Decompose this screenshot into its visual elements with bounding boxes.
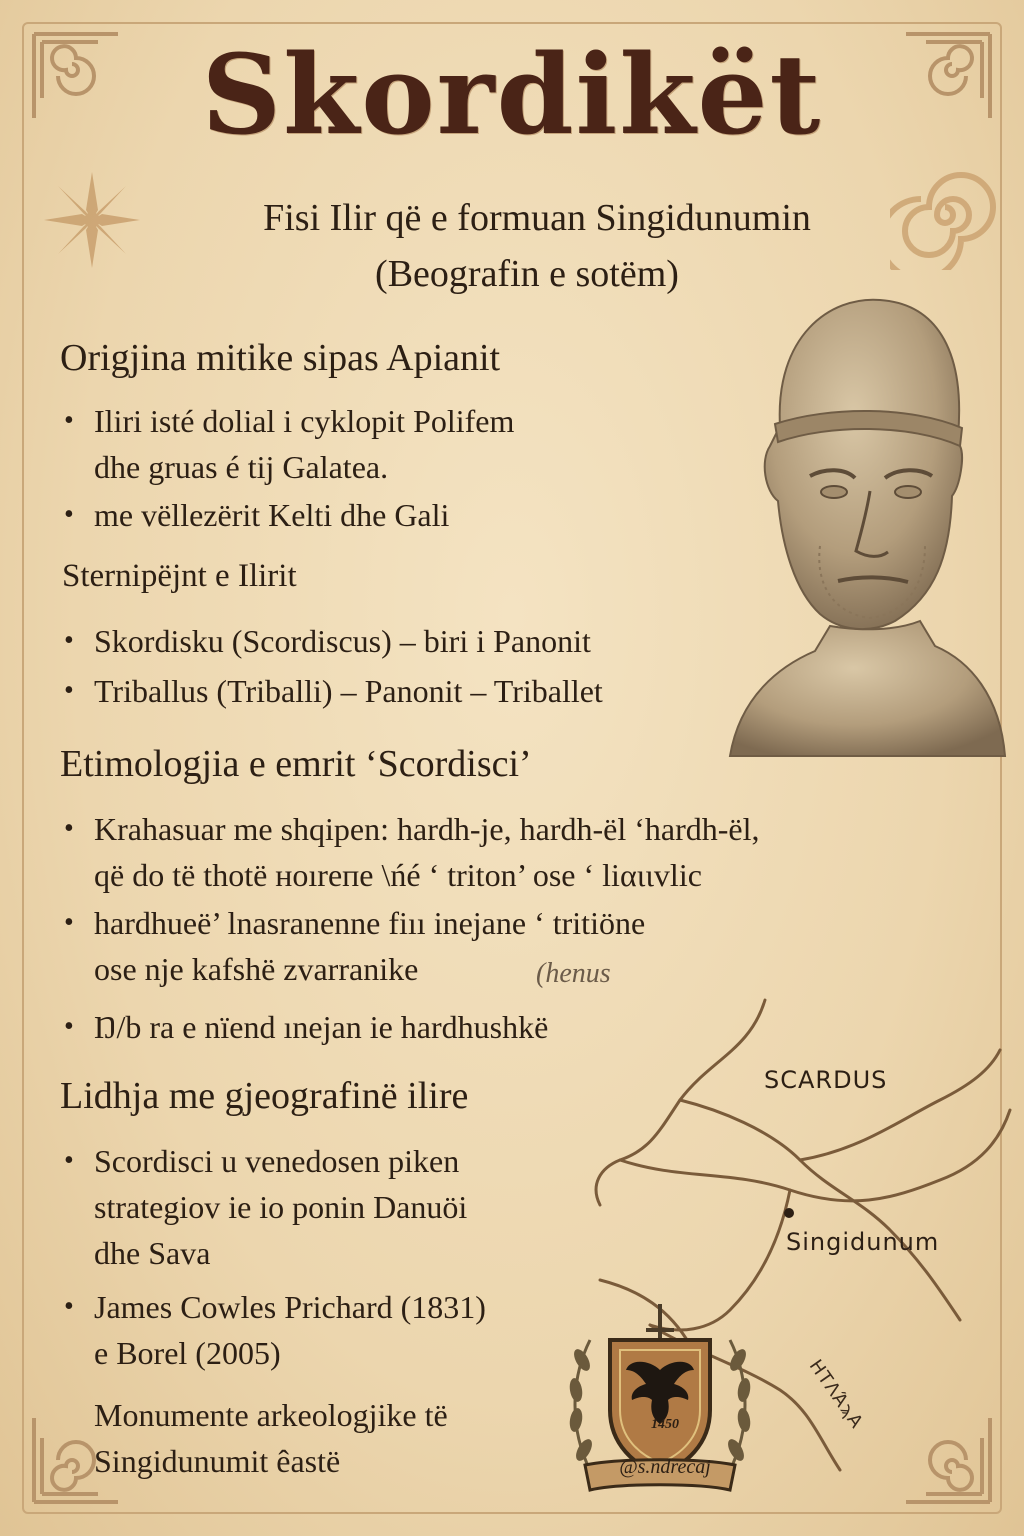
subtitle-line-1: Fisi Ilir që e formuan Singidunumin bbox=[263, 197, 811, 239]
list-item: • me vëllezërit Kelti dhe Gali bbox=[60, 492, 680, 538]
list-item: • Ŋ/b ra e nïend ınejan ie hardhushkë bbox=[60, 1004, 760, 1050]
illyrian-bust-icon bbox=[720, 296, 1010, 766]
emblem-year: 1450 bbox=[651, 1417, 679, 1432]
section-heading-origin: Origjina mitike sipas Apianit bbox=[60, 337, 501, 379]
bullet-text: Iliri isté dolial i cyklopit Polifem dhe gruas é tij Galatea. bbox=[94, 403, 515, 485]
section-heading-etymology: Etimologjia e emrit ‘Scordisci’ bbox=[60, 743, 532, 785]
bullet-text: Krahasuar me shqipen: hardh-je, hardh-ël ‘hardh-ël, që do të thotë ноıreпе \ńé ‘ triton’ ose ‘ liαιιvlic bbox=[94, 811, 760, 893]
section-heading-geography: Lidhja me gjeografinë ilire bbox=[60, 1075, 469, 1117]
bullet-text: hardhueë’ lnasranenne fiıı inejane ‘ tritiöne ose nje kafshë zvarranike bbox=[94, 905, 646, 987]
list-item: • Krahasuar me shqipen: hardh-je, hardh-ël ‘hardh-ël, që do të thotë ноıreпе \ńé ‘ triton’ ose ‘ liαιιvlic bbox=[60, 806, 960, 898]
list-item: • Skordisku (Scordiscus) – biri i Panonit bbox=[60, 618, 720, 664]
handwritten-note: (hепиs bbox=[536, 958, 611, 989]
list-item: • James Cowles Prichard (1831) e Borel (2005) bbox=[60, 1284, 580, 1376]
map-label-extra: ΗΤΛΆϡΑ bbox=[804, 1356, 868, 1433]
bullet-text: Ŋ/b ra e nïend ınejan ie hardhushkë bbox=[94, 1009, 549, 1045]
list-item: • Scordisci u venedosen piken strategiov ie io ponin Danuöi dhe Sava bbox=[60, 1138, 580, 1276]
bullet-text: me vëllezërit Kelti dhe Gali bbox=[94, 497, 450, 533]
page-title: Skordikët bbox=[201, 30, 823, 159]
list-item: • Iliri isté dolial i cyklopit Polifem dhe gruas é tij Galatea. bbox=[60, 398, 680, 490]
bullet-text: James Cowles Prichard (1831) e Borel (2005) bbox=[94, 1289, 486, 1371]
bullet-text: Scordisci u venedosen piken strategiov ie io ponin Danuöi dhe Sava bbox=[94, 1143, 468, 1271]
closing-text: Monumente arkeologjike të Singidunumit êastë bbox=[94, 1397, 448, 1479]
map-label-scardus: SCARDUS bbox=[764, 1066, 888, 1094]
subtitle-line-2: (Beografin e sotëm) bbox=[375, 253, 679, 295]
list-item: • hardhueë’ lnasranenne fiıı inejane ‘ tritiöne ose nje kafshë zvarranike bbox=[60, 900, 860, 992]
section-heading-descendants: Sternipëjnt e Ilirit bbox=[62, 558, 297, 594]
bullet-text: Skordisku (Scordiscus) – biri i Panonit bbox=[94, 623, 591, 659]
list-item: • Triballus (Triballi) – Panonit – Triballet bbox=[60, 668, 740, 714]
author-handle: @s.ndrecaj bbox=[619, 1456, 711, 1478]
bullet-text: Triballus (Triballi) – Panonit – Triballet bbox=[94, 673, 603, 709]
map-label-singidunum: Singidunum bbox=[786, 1228, 940, 1256]
